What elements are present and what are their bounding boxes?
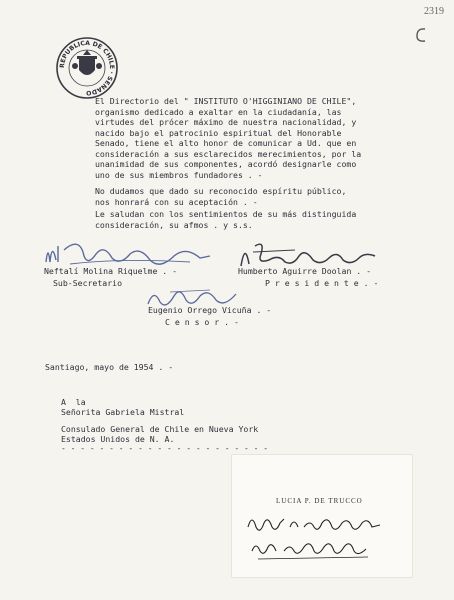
address-line-4: Estados Unidos de N. A.: [61, 434, 175, 444]
seal-text: REPUBLICA DE CHILE · SENADO: [58, 39, 116, 97]
pencil-mark-icon: [414, 26, 428, 44]
handwritten-note-icon: [238, 509, 408, 565]
signatory-role-molina: Sub-Secretario: [53, 278, 123, 288]
address-rule: - - - - - - - - - - - - - - - - - - - - - -: [61, 444, 269, 453]
senate-seal-icon: [55, 36, 119, 100]
date-line: Santiago, mayo de 1954 . -: [45, 362, 174, 372]
body-paragraph-3: Le saludan con los sentimientos de su más distinguida consideración, su afmos . y s.s.: [95, 209, 357, 230]
archive-number: 2319: [424, 6, 444, 17]
address-line-1: A la: [61, 397, 86, 407]
card-name: LUCIA P. DE TRUCCO: [276, 497, 363, 505]
visiting-card: [232, 455, 412, 577]
body-paragraph-2: No dudamos que dado su reconocido espíritu público, nos honrará con su aceptación . -: [95, 186, 347, 207]
body-paragraph-1: El Directorio del " INSTITUTO O'HIGGINIANO DE CHILE", organismo dedicado a exaltar en la ciudadanía, las virtudes del prócer máximo de nuestra nacionalidad, y nacido bajo el patrocinio espiritual del Honorable Senado, tiene el alto honor de comunicar a Ud. que en consideración a sus esclarecidos merecimientos, por la unanimidad de sus componentes, acordó designarle como uno de sus miembros fundadores . -: [95, 96, 362, 180]
address-recipient: Señorita Gabriela Mistral: [61, 407, 185, 417]
signatory-name-aguirre: Humberto Aguirre Doolan . -: [238, 266, 372, 276]
address-line-3: Consulado General de Chile en Nueva York: [61, 424, 259, 434]
signatory-name-molina: Neftalí Molina Riquelme . -: [44, 266, 178, 276]
signatory-role-orrego: C e n s o r . -: [165, 317, 239, 327]
signatory-role-aguirre: P r e s i d e n t e . -: [265, 278, 379, 288]
signatory-name-orrego: Eugenio Orrego Vicuña . -: [148, 305, 272, 315]
